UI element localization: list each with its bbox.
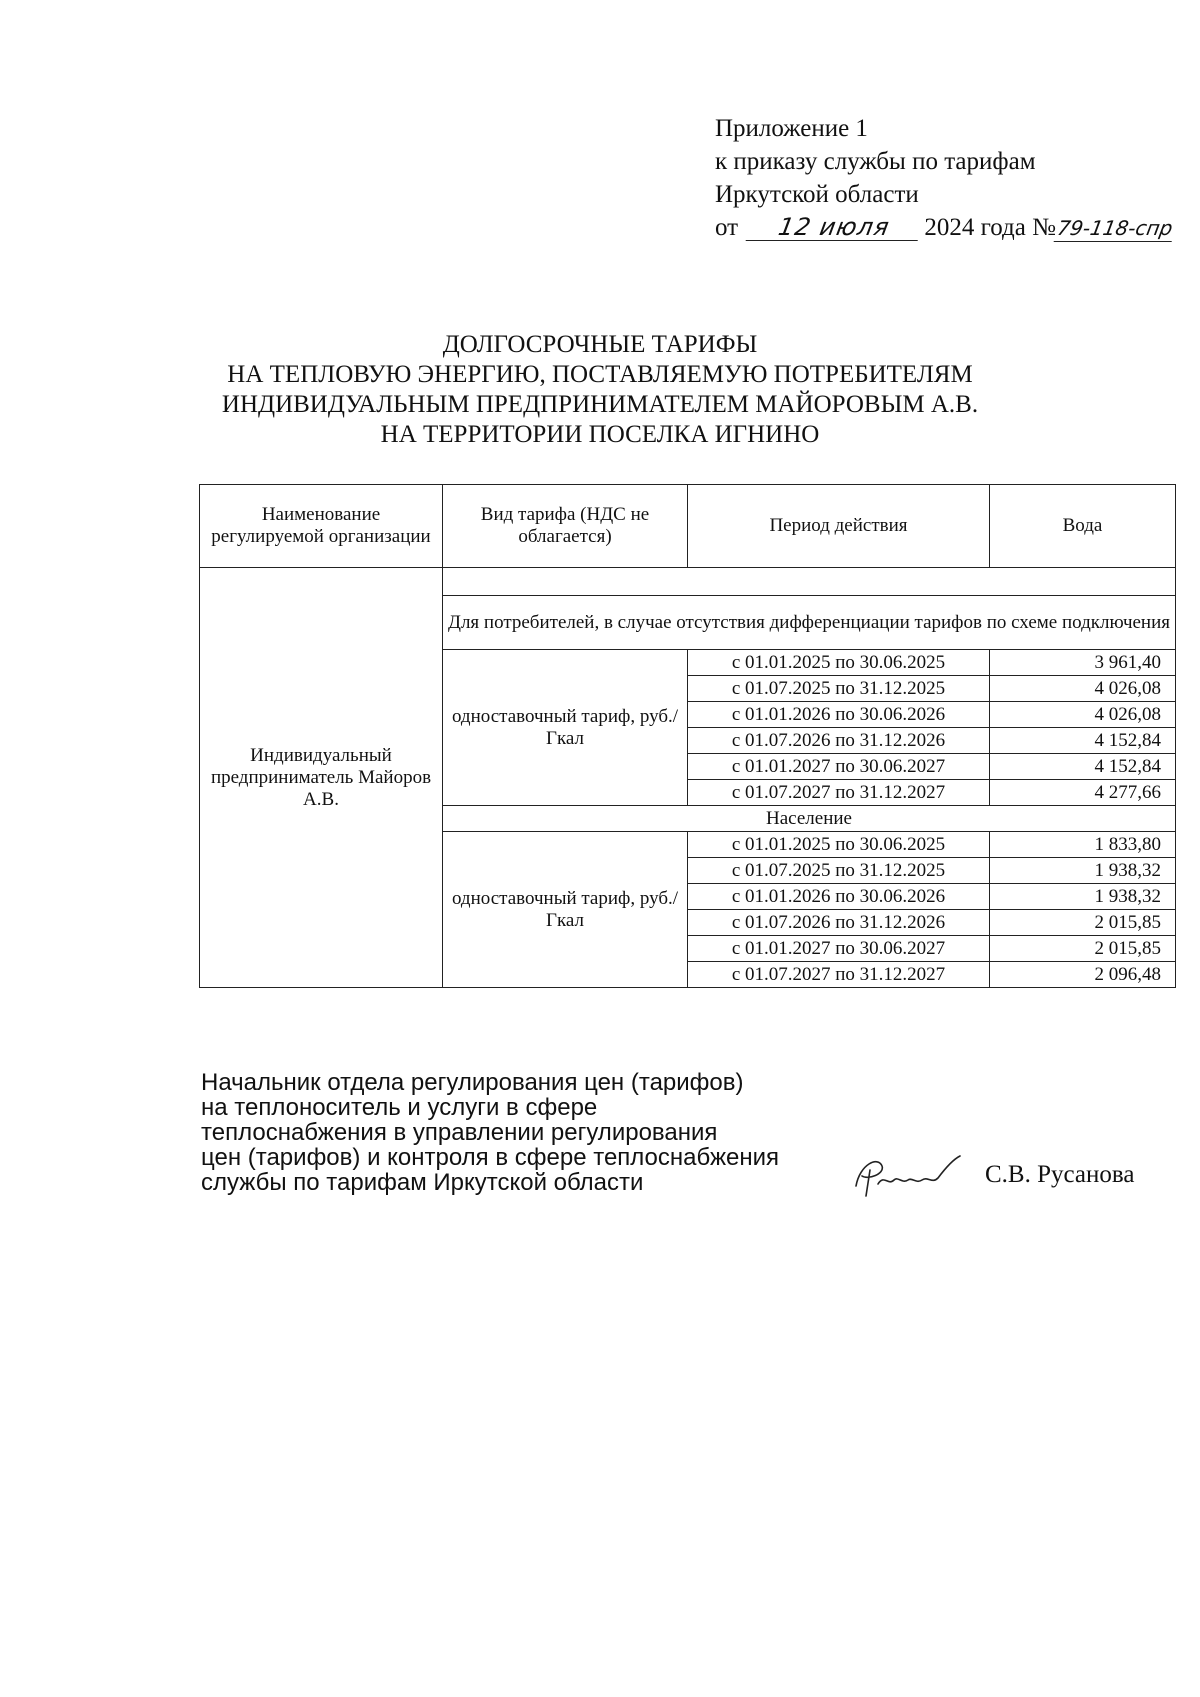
header-period: Период действия [688,485,990,568]
group-label-population: Население [443,806,1176,832]
period-cell: с 01.07.2025 по 31.12.2025 [688,858,990,884]
tariff-type-cell: одноставочный тариф, руб./Гкал [443,832,688,988]
period-cell: с 01.01.2026 по 30.06.2026 [688,702,990,728]
value-cell: 2 015,85 [990,936,1176,962]
tariff-type-cell: одноставочный тариф, руб./Гкал [443,650,688,806]
position-line-3: теплоснабжения в управлении регулирования [201,1119,718,1146]
appendix-number: Приложение 1 [715,115,868,142]
value-cell: 3 961,40 [990,650,1176,676]
period-cell: с 01.01.2027 по 30.06.2027 [688,936,990,962]
title-line-1: ДОЛГОСРОЧНЫЕ ТАРИФЫ [442,331,758,358]
period-cell: с 01.01.2027 по 30.06.2027 [688,754,990,780]
signatory-position [201,1070,779,1195]
period-cell: с 01.07.2026 по 31.12.2026 [688,728,990,754]
value-cell: 4 026,08 [990,676,1176,702]
title-line-4: НА ТЕРРИТОРИИ ПОСЕЛКА ИГНИНО [380,421,820,448]
position-line-4: цен (тарифов) и контроля в сфере теплоснабжения [201,1144,780,1171]
value-cell: 1 938,32 [990,884,1176,910]
handwritten-date: 12 июля [746,214,923,241]
appendix-date-line [715,211,1174,244]
empty-spacer-cell [443,568,1176,596]
from-label: от [715,214,739,241]
value-cell: 1 833,80 [990,832,1176,858]
title-line-3: ИНДИВИДУАЛЬНЫМ ПРЕДПРИНИМАТЕЛЕМ МАЙОРОВЫМ А.В. [221,391,979,418]
value-cell: 4 277,66 [990,780,1176,806]
organization-cell: Индивидуальный предприниматель Майоров А.В. [200,568,443,988]
appendix-region: Иркутской области [715,181,919,208]
appendix-order-ref: к приказу службы по тарифам [715,148,1036,175]
position-line-5: службы по тарифам Иркутской области [201,1169,644,1196]
period-cell: с 01.07.2026 по 31.12.2026 [688,910,990,936]
period-cell: с 01.07.2027 по 31.12.2027 [688,780,990,806]
header-tariff-type: Вид тарифа (НДС не облагается) [443,485,688,568]
period-cell: с 01.07.2027 по 31.12.2027 [688,962,990,988]
title-line-2: НА ТЕПЛОВУЮ ЭНЕРГИЮ, ПОСТАВЛЯЕМУЮ ПОТРЕБИТЕЛЯМ [227,361,973,388]
table-header-row [200,485,1176,568]
value-cell: 1 938,32 [990,858,1176,884]
handwritten-order-number: 79-118-спр [1055,216,1175,240]
position-line-1: Начальник отдела регулирования цен (тарифов) [201,1069,744,1096]
header-value: Вода [990,485,1176,568]
period-cell: с 01.01.2026 по 30.06.2026 [688,884,990,910]
header-organization: Наименование регулируемой организации [200,485,443,568]
period-cell: с 01.01.2025 по 30.06.2025 [688,832,990,858]
value-cell: 4 152,84 [990,728,1176,754]
position-line-2: на теплоноситель и услуги в сфере [201,1094,598,1121]
tariff-table [199,484,1176,988]
value-cell: 4 152,84 [990,754,1176,780]
value-cell: 4 026,08 [990,702,1176,728]
period-cell: с 01.01.2025 по 30.06.2025 [688,650,990,676]
appendix-header [715,112,1174,244]
value-cell: 2 096,48 [990,962,1176,988]
table-row [200,568,1176,596]
document-title [0,330,1200,450]
year-label: 2024 года № [924,214,1056,241]
period-cell: с 01.07.2025 по 31.12.2025 [688,676,990,702]
group-label-consumers: Для потребителей, в случае отсутствия дифференциации тарифов по схеме подключения [443,596,1176,650]
signer-name: С.В. Русанова [985,1161,1135,1188]
value-cell: 2 015,85 [990,910,1176,936]
handwritten-signature [848,1150,968,1202]
